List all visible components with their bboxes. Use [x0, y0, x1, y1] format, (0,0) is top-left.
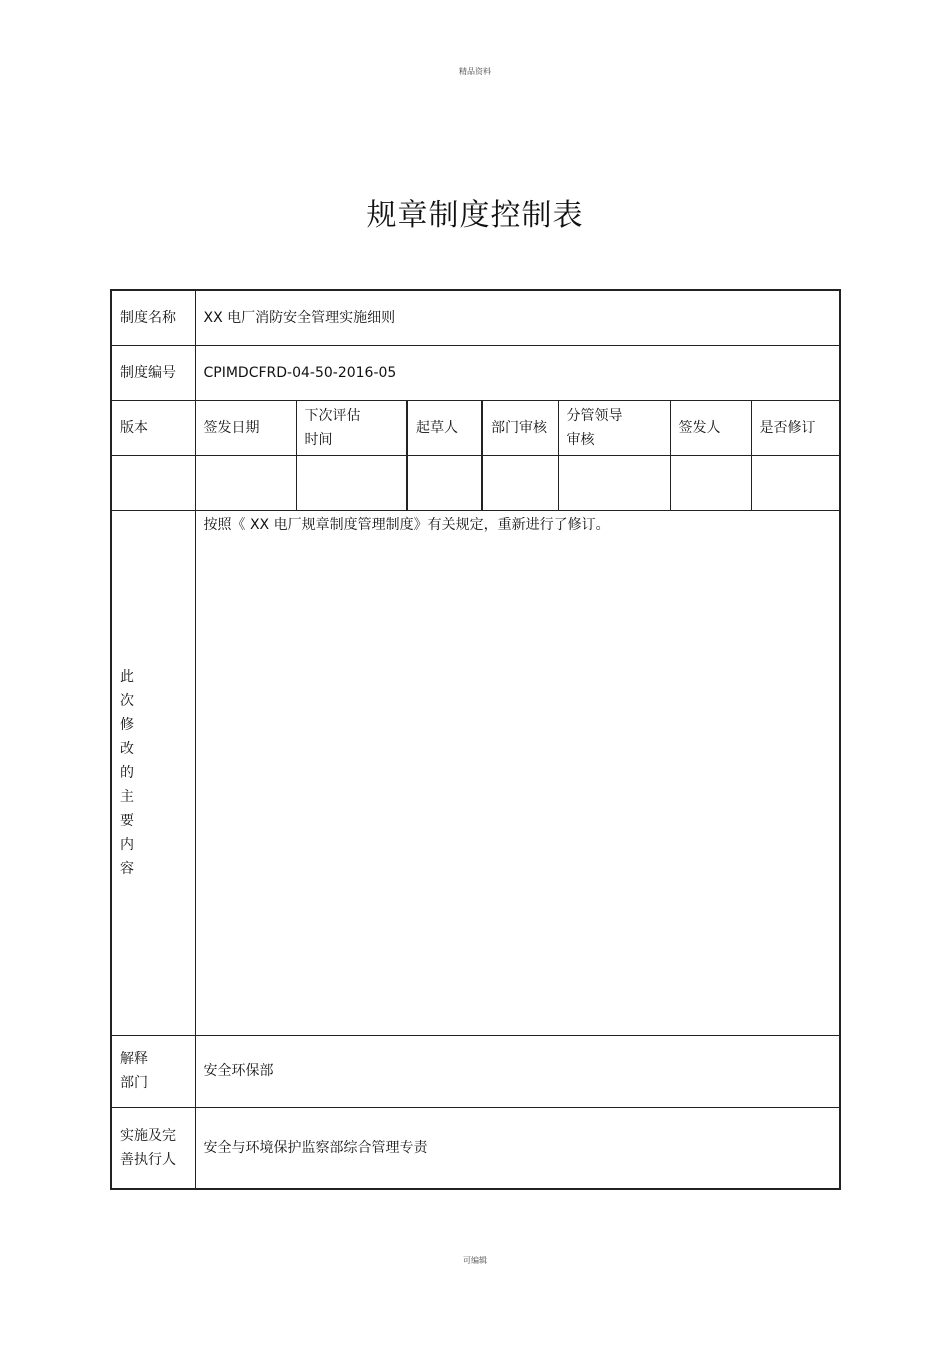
version-header-row — [111, 400, 840, 455]
change-content: 按照《 XX 电厂规章制度管理制度》有关规定，重新进行了修订。 — [195, 510, 840, 1035]
version-data-cell — [296, 455, 407, 510]
footer-note: 可编辑 — [463, 1256, 487, 1265]
change-label-char: 容 — [120, 860, 134, 877]
version-data-cell — [195, 455, 296, 510]
code-value: CPIMDCFRD-04-50-2016-05 — [195, 345, 840, 400]
change-label-char: 要 — [120, 812, 134, 829]
version-data-cell — [558, 455, 670, 510]
version-header-cell: 部门审核 — [482, 400, 558, 455]
version-header-cell: 是否修订 — [751, 400, 840, 455]
change-label-char: 次 — [120, 692, 134, 709]
execute-label: 实施及完 善执行人 — [111, 1107, 195, 1189]
interpret-row — [111, 1035, 840, 1107]
change-label-char: 改 — [120, 740, 134, 757]
change-label — [111, 510, 195, 1035]
name-label: 制度名称 — [111, 290, 195, 345]
version-header-cell: 下次评估 时间 — [296, 400, 407, 455]
change-label-char: 主 — [120, 788, 134, 805]
version-data-cell — [670, 455, 751, 510]
version-header-cell: 签发人 — [670, 400, 751, 455]
code-row — [111, 345, 840, 400]
change-label-char: 修 — [120, 716, 134, 733]
version-data-cell — [751, 455, 840, 510]
interpret-label: 解释 部门 — [111, 1035, 195, 1107]
version-data-cell — [407, 455, 482, 510]
change-label-char: 此 — [120, 668, 134, 685]
page-title: 规章制度控制表 — [366, 198, 584, 233]
execute-value: 安全与环境保护监察部综合管理专责 — [195, 1107, 840, 1189]
version-header-cell: 分管领导 审核 — [558, 400, 670, 455]
interpret-value: 安全环保部 — [195, 1035, 840, 1107]
control-table — [110, 289, 841, 1190]
version-header-cell: 签发日期 — [195, 400, 296, 455]
execute-row — [111, 1107, 840, 1189]
version-header-cell: 起草人 — [407, 400, 482, 455]
name-row — [111, 290, 840, 345]
header-note: 精品资料 — [459, 67, 491, 76]
version-data-cell — [482, 455, 558, 510]
name-value: XX 电厂消防安全管理实施细则 — [195, 290, 840, 345]
code-label: 制度编号 — [111, 345, 195, 400]
change-row — [111, 510, 840, 1035]
change-label-char: 内 — [120, 836, 134, 853]
change-label-char: 的 — [120, 764, 134, 781]
version-data-cell — [111, 455, 195, 510]
version-data-row — [111, 455, 840, 510]
version-header-cell: 版本 — [111, 400, 195, 455]
